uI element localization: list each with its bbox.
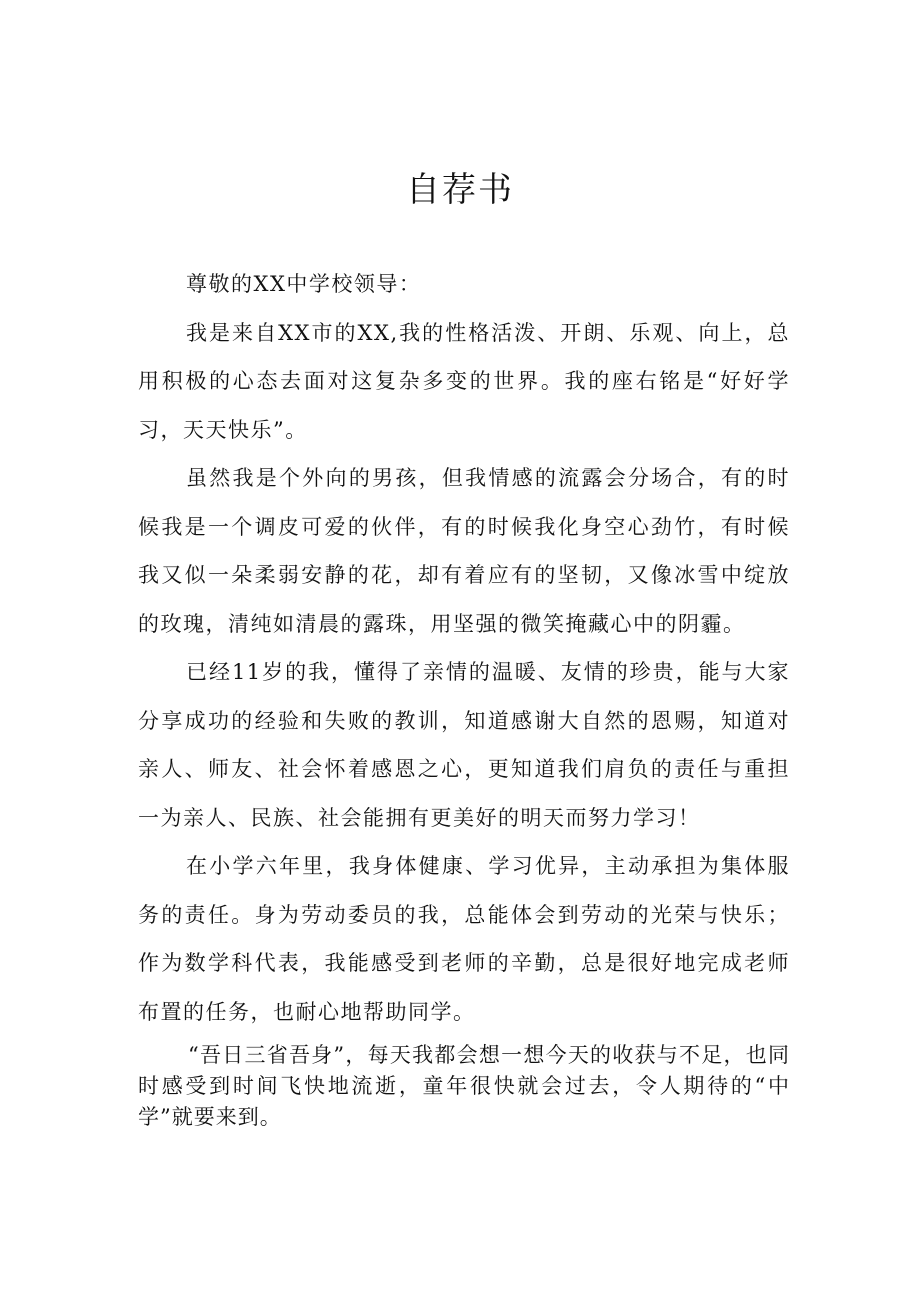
paragraph-gratitude: 已经11岁的我，懂得了亲情的温暖、友情的珍贵，能与大家分享成功的经验和失败的教训，知道感谢大自然的恩赐，知道对亲人、师友、社会怀着感恩之心，更知道我们肩负的责任与重担一为亲人、民族、社会能拥有更美好的明天而努力学习！ — [138, 660, 790, 830]
greeting: 尊敬的XX中学校领导： — [186, 272, 422, 296]
paragraph-school-life: 在小学六年里，我身体健康、学习优异，主动承担为集体服务的责任。身为劳动委员的我，总能体会到劳动的光荣与快乐；作为数学科代表，我能感受到老师的辛勤，总是很好地完成老师布置的任务，也耐心地帮助同学。 — [138, 854, 790, 1024]
paragraph-closing: “吾日三省吾身”，每天我都会想一想今天的收获与不足，也同时感受到时间飞快地流逝，童年很快就会过去，令人期待的“中学”就要来到。 — [138, 1043, 790, 1129]
paragraph-intro: 我是来自XX市的XX,我的性格活泼、开朗、乐观、向上，总用积极的心态去面对这复杂多变的世界。我的座右铭是“好好学习，天天快乐”。 — [138, 320, 790, 442]
document-body — [138, 260, 790, 1133]
document-title: 自荐书 — [406, 170, 514, 210]
paragraph-personality: 虽然我是个外向的男孩，但我情感的流露会分场合，有的时候我是一个调皮可爱的伙伴，有的时候我化身空心劲竹，有时候我又似一朵柔弱安静的花，却有着应有的坚韧，又像冰雪中绽放的玫瑰，清纯如清晨的露珠，用坚强的微笑掩藏心中的阴霾。 — [138, 466, 790, 636]
